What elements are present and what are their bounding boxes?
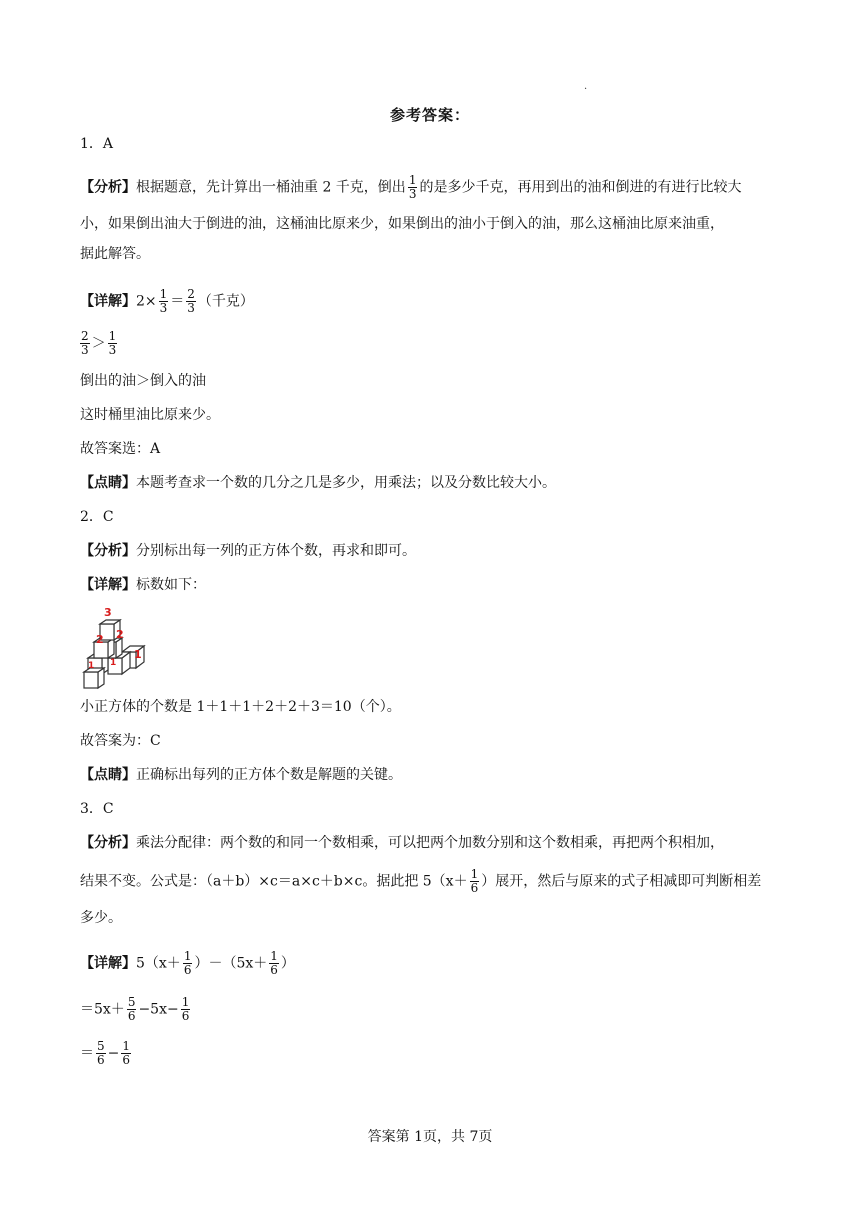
q3-detail-line2: ＝5x＋ $\frac{5}{6}$ −5x− $\frac{1}{6}$ [80, 995, 190, 1023]
fraction: $\frac{2}{3}$ [187, 287, 195, 315]
q1-oil-line: 倒出的油＞倒入的油 [80, 373, 206, 389]
q1-detail-line: 【详解】2× $\frac{1}{3}$ ＝ $\frac{2}{3}$ （千克） [80, 287, 254, 315]
cube-label: 1 [110, 658, 117, 668]
q3-analysis-line3: 多少。 [80, 910, 122, 926]
fraction: $\frac{1}{6}$ [122, 1039, 131, 1067]
fraction: $\frac{1}{3}$ [159, 287, 168, 315]
detail-tag: 【详解】 [80, 955, 136, 972]
cube-label: 1 [134, 648, 142, 661]
fraction: $\frac{1}{3}$ [408, 173, 417, 201]
fraction: $\frac{1}{6}$ [470, 867, 479, 895]
cube-label: 3 [104, 606, 112, 619]
fraction: $\frac{1}{6}$ [181, 995, 190, 1023]
top-mark: · [584, 84, 588, 95]
analysis-text-cont: 的是多少千克，再用到出的油和倒进的有进行比较大 [419, 179, 742, 196]
analysis-tag: 【分析】 [80, 543, 136, 559]
q1-note: 【点睛】本题考查求一个数的几分之几是多少，用乘法；以及分数比较大小。 [80, 475, 556, 491]
q2-answer: 故答案为：C [80, 733, 161, 749]
fraction: $\frac{5}{6}$ [127, 995, 136, 1023]
detail-tag: 【详解】 [80, 293, 136, 310]
q3-analysis-line2: 结果不变。公式是：（a＋b）×c＝a×c＋b×c。据此把 5（x＋ $\frac{1}{6}$ ）展开，然后与原来的式子相减即可判断相差 [80, 867, 762, 895]
fraction: $\frac{1}{6}$ [183, 949, 192, 977]
detail-tag: 【详解】 [80, 577, 136, 593]
note-tag: 【点睛】 [80, 475, 136, 491]
cube-label: 2 [96, 633, 104, 646]
q3-detail-line1: 【详解】5（x＋ $\frac{1}{6}$ ）－（5x＋ $\frac{1}{6}$ ） [80, 949, 295, 977]
fraction: $\frac{5}{6}$ [97, 1039, 105, 1067]
q1-answer: 故答案选：A [80, 441, 161, 457]
fraction: $\frac{2}{3}$ [81, 329, 89, 357]
q2-count: 小正方体的个数是 1＋1＋1＋2＋2＋3＝10（个）。 [80, 699, 401, 715]
cube-label: 2 [116, 628, 124, 641]
cube-label: 1 [88, 661, 95, 671]
q1-analysis-line3: 据此解答。 [80, 246, 150, 262]
cube-stack-figure [78, 602, 158, 690]
q2-note: 【点睛】正确标出每列的正方体个数是解题的关键。 [80, 767, 402, 783]
analysis-tag: 【分析】 [80, 835, 136, 851]
analysis-tag: 【分析】 [80, 179, 136, 196]
q2-number: 2．C [80, 509, 114, 525]
q1-less-line: 这时桶里油比原来少。 [80, 407, 220, 423]
q3-detail-line3: ＝ $\frac{5}{6}$ − $\frac{1}{6}$ [80, 1039, 131, 1067]
q3-analysis-line1: 【分析】乘法分配律：两个数的和同一个数相乘，可以把两个加数分别和这个数相乘，再把两个积相加， [80, 835, 724, 851]
q1-analysis-line2: 小，如果倒出油大于倒进的油，这桶油比原来少，如果倒出的油小于倒入的油，那么这桶油比原来油重， [80, 216, 724, 232]
q2-analysis: 【分析】分别标出每一列的正方体个数，再求和即可。 [80, 543, 416, 559]
q1-analysis-line1 [80, 174, 741, 201]
analysis-text: 根据题意，先计算出一桶油重 2 千克，倒出 [136, 179, 406, 196]
q1-number: 1．A [80, 136, 114, 152]
q3-number: 3．C [80, 801, 114, 817]
fraction: $\frac{1}{6}$ [270, 949, 278, 977]
q2-detail: 【详解】标数如下： [80, 577, 206, 593]
q1-compare-line: $\frac{2}{3}$ ＞ $\frac{1}{3}$ [81, 329, 117, 357]
page-title: 参考答案： [389, 106, 470, 124]
fraction: $\frac{1}{3}$ [108, 329, 117, 357]
page-footer: 答案第 1页，共 7页 [367, 1129, 493, 1145]
note-tag: 【点睛】 [80, 767, 136, 783]
